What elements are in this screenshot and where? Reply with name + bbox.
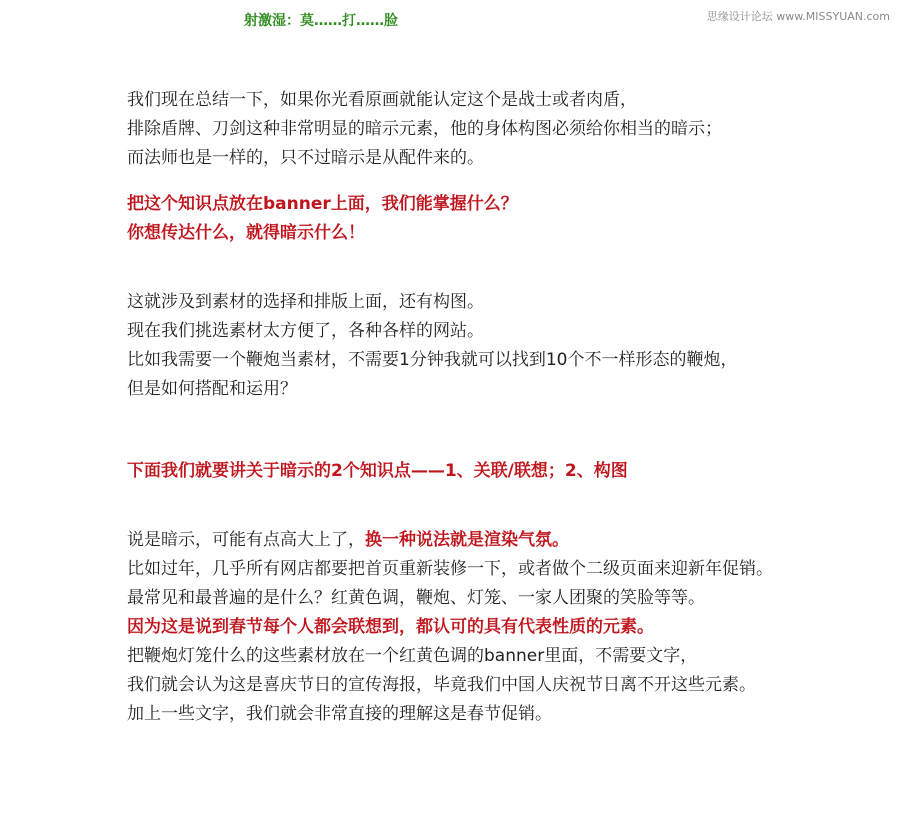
article-body (127, 86, 887, 729)
paragraph-line: 现在我们挑选素材太方便了，各种各样的网站。 (127, 321, 484, 341)
paragraph-line: 把鞭炮灯笼什么的这些素材放在一个红黄色调的banner里面，不需要文字， (127, 646, 698, 666)
paragraph-line: 比如我需要一个鞭炮当素材，不需要1分钟我就可以找到10个不一样形态的鞭炮， (127, 350, 738, 370)
paragraph-line: 我们现在总结一下，如果你光看原画就能认定这个是战士或者肉盾， (127, 90, 637, 110)
paragraph-line: 但是如何搭配和运用？ (127, 379, 297, 399)
site-watermark: 思缘设计论坛 www.MISSYUAN.com (706, 10, 890, 23)
paragraph-line: 我们就会认为这是喜庆节日的宣传海报，毕竟我们中国人庆祝节日离不开这些元素。 (127, 675, 756, 695)
highlight-question: 把这个知识点放在banner上面，我们能掌握什么？ (127, 194, 518, 214)
paragraph-line: 这就涉及到素材的选择和排版上面，还有构图。 (127, 292, 484, 312)
highlight-text: 换一种说法就是渲染气氛。 (365, 530, 569, 550)
highlight-answer: 你想传达什么，就得暗示什么！ (127, 223, 365, 243)
paragraph-line: 加上一些文字，我们就会非常直接的理解这是春节促销。 (127, 704, 552, 724)
paragraph-line: 而法师也是一样的，只不过暗示是从配件来的。 (127, 148, 484, 168)
highlight-line: 因为这是说到春节每个人都会联想到，都认可的具有代表性质的元素。 (127, 617, 654, 637)
paragraph-line: 比如过年，几乎所有网店都要把首页重新装修一下，或者做个二级页面来迎新年促销。 (127, 559, 773, 579)
paragraph-line (127, 526, 887, 555)
paragraph-line: 排除盾牌、刀剑这种非常明显的暗示元素，他的身体构图必须给你相当的暗示； (127, 119, 722, 139)
line-text: 说是暗示，可能有点高大上了， (127, 530, 365, 550)
paragraph-line: 最常见和最普遍的是什么？红黄色调，鞭炮、灯笼、一家人团聚的笑脸等等。 (127, 588, 705, 608)
previous-caption: 射激湿：莫……打……脸 (244, 13, 398, 29)
section-heading: 下面我们就要讲关于暗示的2个知识点——1、关联/联想；2、构图 (127, 461, 628, 481)
